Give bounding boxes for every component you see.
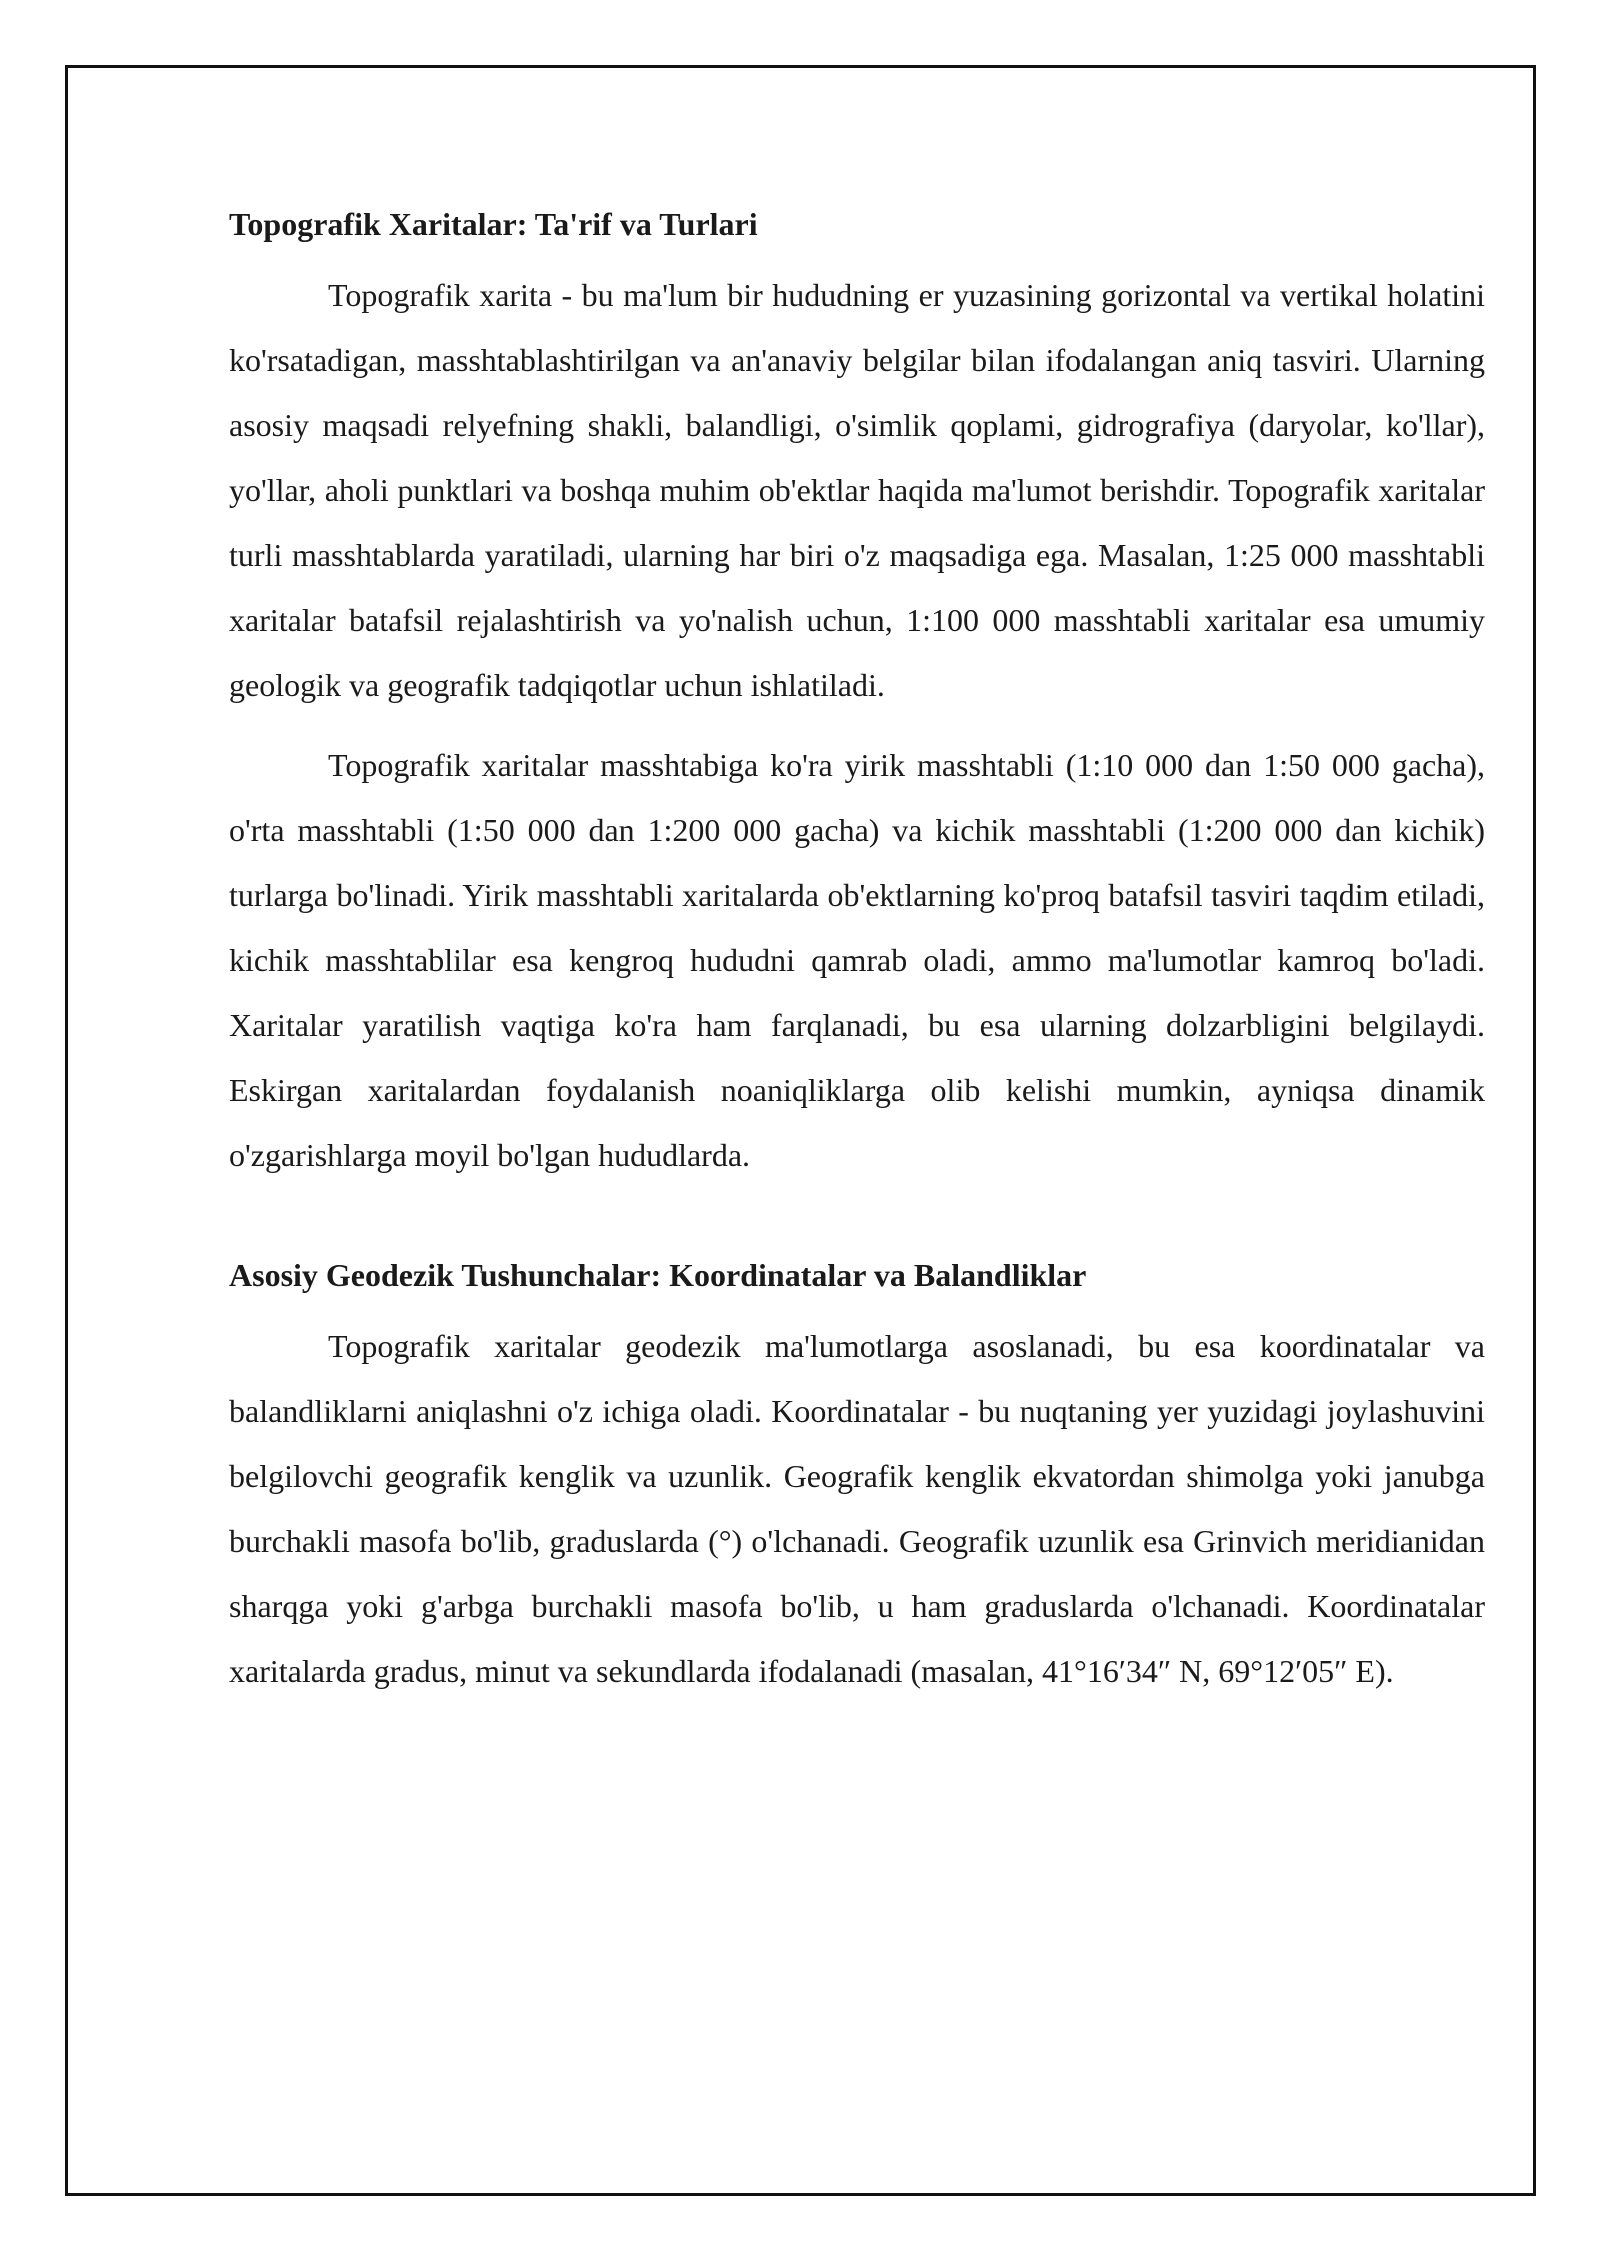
paragraph-definition: Topografik xarita - bu ma'lum bir hududning er yuzasining gorizontal va vertikal holatini ko'rsatadigan, masshtablashtirilgan va an'anaviy belgilar bilan ifodalangan aniq tasviri. Ularning asosiy maqsadi relyefning shakli, balandligi, o'simlik qoplami, gidrografiya (daryolar, ko'llar), yo'llar, aholi punktlari va boshqa muhim ob'ektlar haqida ma'lumot berishdir. Topografik xaritalar turli masshtablarda yaratiladi, ularning har biri o'z maqsadiga ega. Masalan, 1:25 000 masshtabli xaritalar batafsil rejalashtirish va yo'nalish uchun, 1:100 000 masshtabli xaritalar esa umumiy geologik va geografik tadqiqotlar uchun ishlatiladi.: [229, 277, 1485, 703]
paragraph-scale-types: Topografik xaritalar masshtabiga ko'ra yirik masshtabli (1:10 000 dan 1:50 000 gacha), o'rta masshtabli (1:50 000 dan 1:200 000 gacha) va kichik masshtabli (1:200 000 dan kichik) turlarga bo'linadi. Yirik masshtabli xaritalarda ob'ektlarning ko'proq batafsil tasviri taqdim etiladi, kichik masshtablilar esa kengroq hududni qamrab oladi, ammo ma'lumotlar kamroq bo'ladi. Xaritalar yaratilish vaqtiga ko'ra ham farqlanadi, bu esa ularning dolzarbligini belgilaydi. Eskirgan xaritalardan foydalanish noaniqliklarga olib kelishi mumkin, ayniqsa dinamik o'zgarishlarga moyil bo'lgan hududlarda.: [229, 747, 1485, 1173]
document-body: [229, 197, 1485, 1704]
section-heading-topographic-maps: Topografik Xaritalar: Ta'rif va Turlari: [229, 206, 758, 242]
paragraph-coordinates: Topografik xaritalar geodezik ma'lumotlarga asoslanadi, bu esa koordinatalar va balandliklarni aniqlashni o'z ichiga oladi. Koordinatalar - bu nuqtaning yer yuzidagi joylashuvini belgilovchi geografik kenglik va uzunlik. Geografik kenglik ekvatordan shimolga yoki janubga burchakli masofa bo'lib, graduslarda (°) o'lchanadi. Geografik uzunlik esa Grinvich meridianidan sharqga yoki g'arbga burchakli masofa bo'lib, u ham graduslarda o'lchanadi. Koordinatalar xaritalarda gradus, minut va sekundlarda ifodalanadi (masalan, 41°16′34″ N, 69°12′05″ E).: [229, 1328, 1485, 1689]
section-heading-geodetic-concepts: Asosiy Geodezik Tushunchalar: Koordinatalar va Balandliklar: [229, 1257, 1087, 1293]
